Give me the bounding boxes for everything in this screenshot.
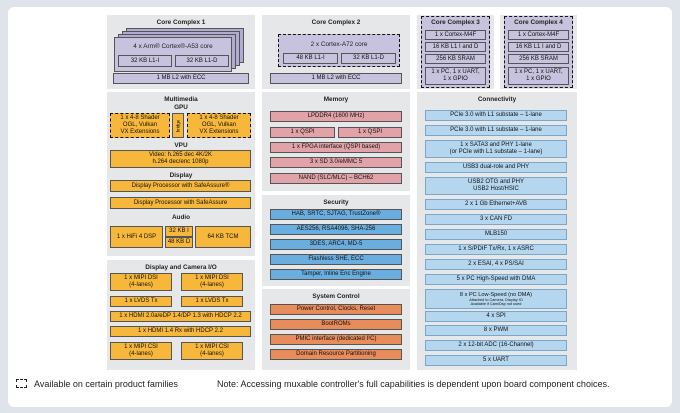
system-power-control: Power Control, Clocks, Reset <box>270 304 402 315</box>
display-camera-io-title: Display and Camera I/O <box>145 264 217 271</box>
audio-32kb-i: 32 KB I <box>165 226 193 237</box>
conn-pcie-1: PCIe 3.0 with L1 substate – 1-lane <box>425 110 567 121</box>
system-pmic-interface: PMIC interface (dedicated I²C) <box>270 334 402 345</box>
hdmi-rx: 1 x HDMI 1.4 Rx with HDCP 2.2 <box>110 326 251 337</box>
conn-esai: 2 x ESAI, 4 x PS/SAI <box>425 259 567 270</box>
conn-i2c-low-speed-label: 8 x PC Low-Speed (no DMA) <box>459 291 533 298</box>
audio-title: Audio <box>171 214 191 221</box>
conn-i2c-low-speed-note: Attached to Camera, Display IO Available if Cam/Dsp not used <box>469 297 523 306</box>
memory-qspi-2: 1 x QSPI <box>338 127 402 138</box>
security-hab: HAB, SRTC, SJTAG, TrustZone® <box>270 209 402 220</box>
core2-l1i: 48 KB L1-I <box>283 53 338 64</box>
core1-core-label: 4 x Arm® Cortex®-A53 core <box>133 43 213 50</box>
conn-mlb150: MLB150 <box>425 229 567 240</box>
core4-core: 1 x Cortex-M4F <box>508 30 569 40</box>
memory-qspi-1: 1 x QSPI <box>270 127 335 138</box>
security-tamper: Tamper, Inline Enc Engine <box>270 269 402 280</box>
conn-spdif: 1 x S/PDIF Tx/Rx, 1 x ASRC <box>425 244 567 255</box>
gpu-shader-1: 1 x 4-8 Shader OGL, Vulkan VX Extensions <box>110 113 170 138</box>
conn-i2c-low-speed <box>425 289 567 309</box>
conn-usb2: USB2 OTG and PHY USB2 Host/HSIC <box>425 177 567 195</box>
lvds-tx-1: 1 x LVDS Tx <box>110 296 172 307</box>
core-complex-1-title: Core Complex 1 <box>156 19 206 26</box>
conn-sata3: 1 x SATA3 and PHY 1-lane (or PCIe with L1 substate – 1-lane) <box>425 140 567 158</box>
core2-l2: 1 MB L2 with ECC <box>270 73 402 84</box>
memory-lpddr4: LPDDR4 (1600 MHz) <box>270 111 402 122</box>
audio-48kb-d: 48 KB D <box>165 237 193 248</box>
security-flashless-she: Flashless SHE, ECC <box>270 254 402 265</box>
memory-nand: NAND (SLC/MLC) – BCH62 <box>270 173 402 184</box>
core4-io: 1 x PC, 1 x UART, 1 x GPIO <box>508 67 569 85</box>
system-control-title: System Control <box>312 293 360 300</box>
core-complex-2-title: Core Complex 2 <box>311 19 361 26</box>
system-bootroms: BootROMs <box>270 319 402 330</box>
footer-note: Note: Accessing muxable controller's full capabilities is dependent upon board component choices. <box>217 379 610 389</box>
legend-text: Available on certain product families <box>34 379 178 389</box>
core3-io: 1 x PC, 1 x UART, 1 x GPIO <box>425 67 486 85</box>
core3-l1: 16 KB L1 I and D <box>425 42 486 52</box>
core1-l1i: 32 KB L1-I <box>118 55 172 67</box>
security-aes: AES256, RSA4096, SHA-256 <box>270 224 402 235</box>
gpu-shader-2: 1 x 4-8 Shader OGL, Vulkan VX Extensions <box>187 113 251 138</box>
lvds-tx-2: 1 x LVDS Tx <box>181 296 243 307</box>
core4-l1: 16 KB L1 I and D <box>508 42 569 52</box>
conn-adc: 2 x 12-bit ADC (16-Channel) <box>425 340 567 351</box>
core1-l1d: 32 KB L1-D <box>175 55 229 67</box>
conn-i2c-high-speed: 5 x PC High-Speed with DMA <box>425 274 567 285</box>
core3-core: 1 x Cortex-M4F <box>425 30 486 40</box>
display-processor-1: Display Processor with SafeAssure® <box>110 180 251 192</box>
core3-sram: 256 KB SRAM <box>425 54 486 64</box>
mipi-dsi-1: 1 x MIPI DSI (4-lanes) <box>110 273 172 291</box>
core2-core-label: 2 x Cortex-A72 core <box>310 41 368 48</box>
conn-pwm: 8 x PWM <box>425 325 567 336</box>
audio-hifi-dsp: 1 x HiFi 4 DSP <box>110 226 163 248</box>
conn-spi: 4 x SPI <box>425 311 567 322</box>
memory-fpga-interface: 1 x FPGA interface (QSPI based) <box>270 142 402 153</box>
multimedia-title: Multimedia <box>164 96 198 103</box>
display-title: Display <box>169 172 193 179</box>
system-domain-partitioning: Domain Resource Partitioning <box>270 349 402 360</box>
vpu-box: Video: h.265 dec 4K/2K h.264 dec/enc 1080p <box>110 150 251 168</box>
core4-sram: 256 KB SRAM <box>508 54 569 64</box>
mipi-csi-1: 1 x MIPI CSI (4-lanes) <box>110 342 172 360</box>
core1-l2: 1 MB L2 with ECC <box>113 73 249 84</box>
conn-pcie-2: PCIe 3.0 with L1 substate – 1-lane <box>425 125 567 136</box>
connectivity-title: Connectivity <box>477 96 517 103</box>
conn-ethernet: 2 x 1 Gb Ethernet+AVB <box>425 199 567 210</box>
conn-can-fd: 3 x CAN FD <box>425 214 567 225</box>
core2-l1d: 32 KB L1-D <box>341 53 396 64</box>
security-title: Security <box>323 199 349 206</box>
gpu-title: GPU <box>174 104 188 111</box>
core-complex-3-title: Core Complex 3 <box>431 19 480 26</box>
mipi-csi-2: 1 x MIPI CSI (4-lanes) <box>181 342 243 360</box>
core-complex-4-title: Core Complex 4 <box>514 19 563 26</box>
memory-sd-emmc: 3 x SD 3.0/eMMC 5 <box>270 157 402 168</box>
display-processor-2: Display Processor with SafeAssure <box>110 197 251 209</box>
gpu-bridge: bridge <box>172 113 184 138</box>
conn-usb3: USB3 dual-role and PHY <box>425 162 567 173</box>
mipi-dsi-2: 1 x MIPI DSI (4-lanes) <box>181 273 243 291</box>
memory-title: Memory <box>323 96 349 103</box>
conn-uart: 5 x UART <box>425 355 567 366</box>
hdmi-tx: 1 x HDMI 2.0a/eDP 1.4/DP 1.3 with HDCP 2.2 <box>110 311 251 322</box>
legend-dashed-box-icon <box>16 379 27 388</box>
security-3des: 3DES, ARC4, MD-5 <box>270 239 402 250</box>
audio-64kb-tcm: 64 KB TCM <box>195 226 251 248</box>
vpu-title: VPU <box>174 142 188 149</box>
